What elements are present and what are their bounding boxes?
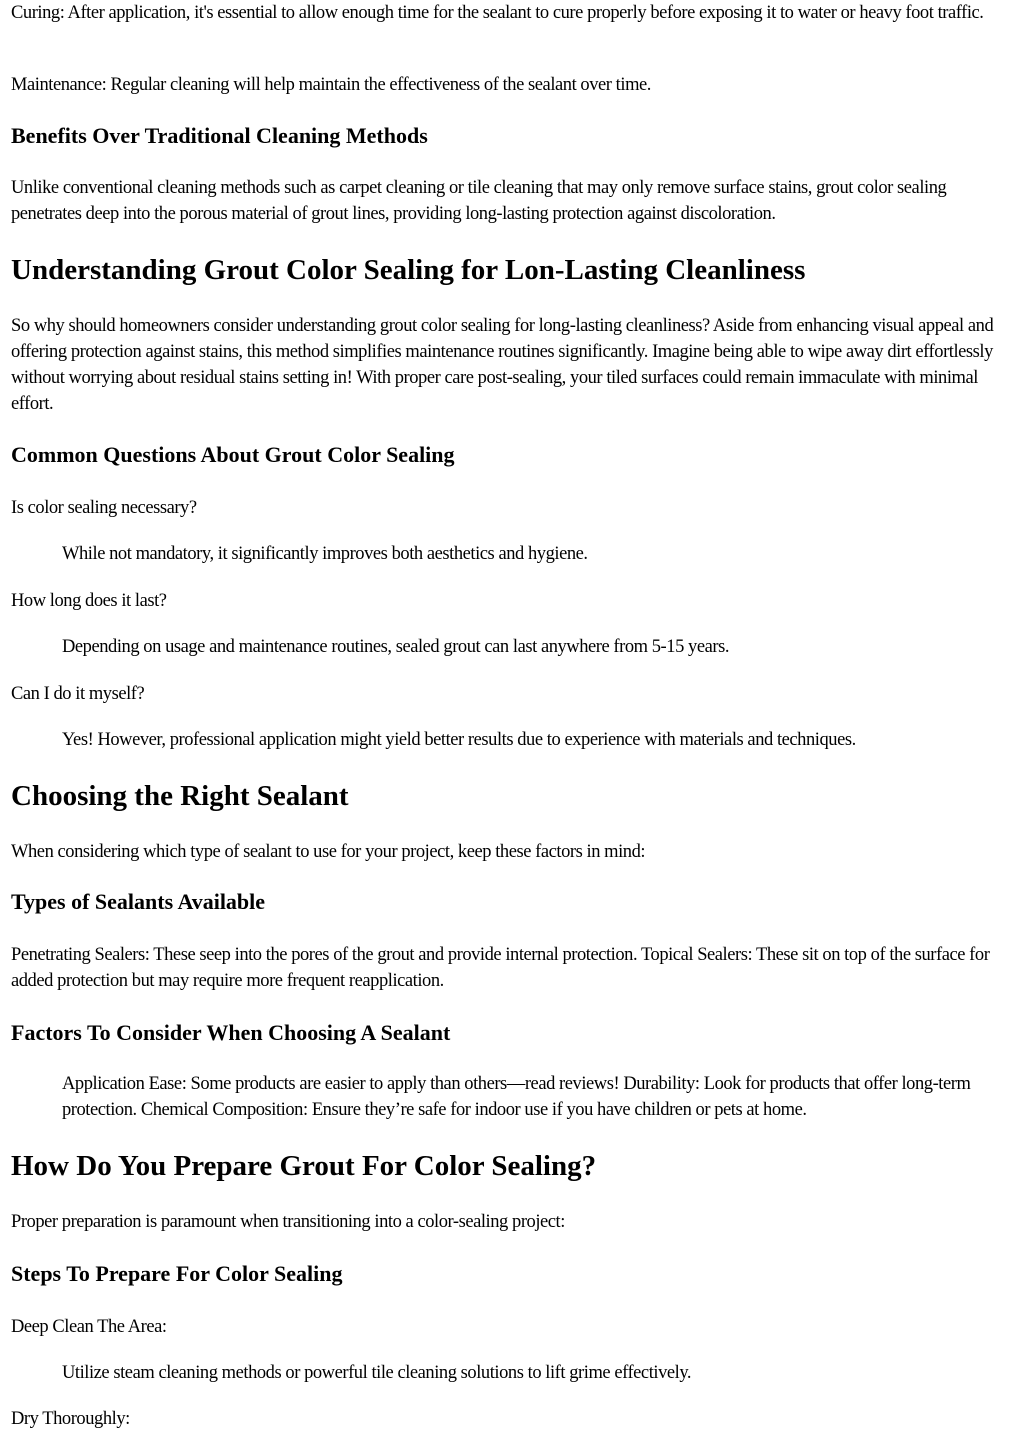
faq-question-diy: Can I do it myself? (11, 684, 145, 704)
paragraph-choosing-intro: When considering which type of sealant to use for your project, keep these factors in mind: (11, 842, 646, 862)
faq-question-necessary: Is color sealing necessary? (11, 498, 197, 518)
step-dry-thoroughly: Dry Thoroughly: (11, 1409, 130, 1429)
heading-choosing-sealant: Choosing the Right Sealant (11, 780, 349, 812)
heading-common-questions: Common Questions About Grout Color Sealing (11, 442, 455, 467)
paragraph-understanding: So why should homeowners consider understanding grout color sealing for long-lasting cleanliness? Aside from enhancing visual appeal and offering protection against stains, this method simplifies maintenance routines significantly. Imagine being able to wipe away dirt effortlessly without worrying about residual stains setting in! With proper care post-sealing, your tiled surfaces could remain immaculate with minimal effort. (11, 316, 994, 414)
paragraph-curing: Curing: After application, it's essential to allow enough time for the sealant to cure properly before exposing it to water or heavy foot traffic. (11, 3, 984, 23)
paragraph-factors: Application Ease: Some products are easier to apply than others—read reviews! Durability: Look for products that offer long-term protection. Chemical Composition: Ensure they’re safe for indoor use if you have children or pets at home. (62, 1074, 971, 1120)
heading-steps-prepare: Steps To Prepare For Color Sealing (11, 1261, 343, 1286)
step-deep-clean: Deep Clean The Area: (11, 1317, 167, 1337)
faq-question-duration: How long does it last? (11, 591, 167, 611)
paragraph-maintenance: Maintenance: Regular cleaning will help maintain the effectiveness of the sealant over time. (11, 75, 651, 95)
paragraph-benefits: Unlike conventional cleaning methods such as carpet cleaning or tile cleaning that may only remove surface stains, grout color sealing penetrates deep into the porous material of grout lines, providing long-lasting protection against discoloration. (11, 178, 947, 224)
heading-understanding: Understanding Grout Color Sealing for Lon-Lasting Cleanliness (11, 254, 806, 286)
paragraph-types-of-sealants: Penetrating Sealers: These seep into the pores of the grout and provide internal protection. Topical Sealers: These sit on top of the surface for added protection but may require more frequent reapplication. (11, 945, 990, 991)
paragraph-prepare-intro: Proper preparation is paramount when transitioning into a color-sealing project: (11, 1212, 565, 1232)
heading-factors: Factors To Consider When Choosing A Sealant (11, 1020, 451, 1045)
step-deep-clean-detail: Utilize steam cleaning methods or powerful tile cleaning solutions to lift grime effectively. (62, 1363, 692, 1383)
heading-prepare-grout: How Do You Prepare Grout For Color Sealing? (11, 1150, 597, 1182)
faq-answer-duration: Depending on usage and maintenance routines, sealed grout can last anywhere from 5-15 years. (62, 637, 730, 657)
faq-answer-necessary: While not mandatory, it significantly improves both aesthetics and hygiene. (62, 544, 588, 564)
faq-answer-diy: Yes! However, professional application might yield better results due to experience with materials and techniques. (62, 730, 856, 750)
heading-benefits: Benefits Over Traditional Cleaning Methods (11, 123, 428, 148)
heading-types-of-sealants: Types of Sealants Available (11, 889, 266, 914)
